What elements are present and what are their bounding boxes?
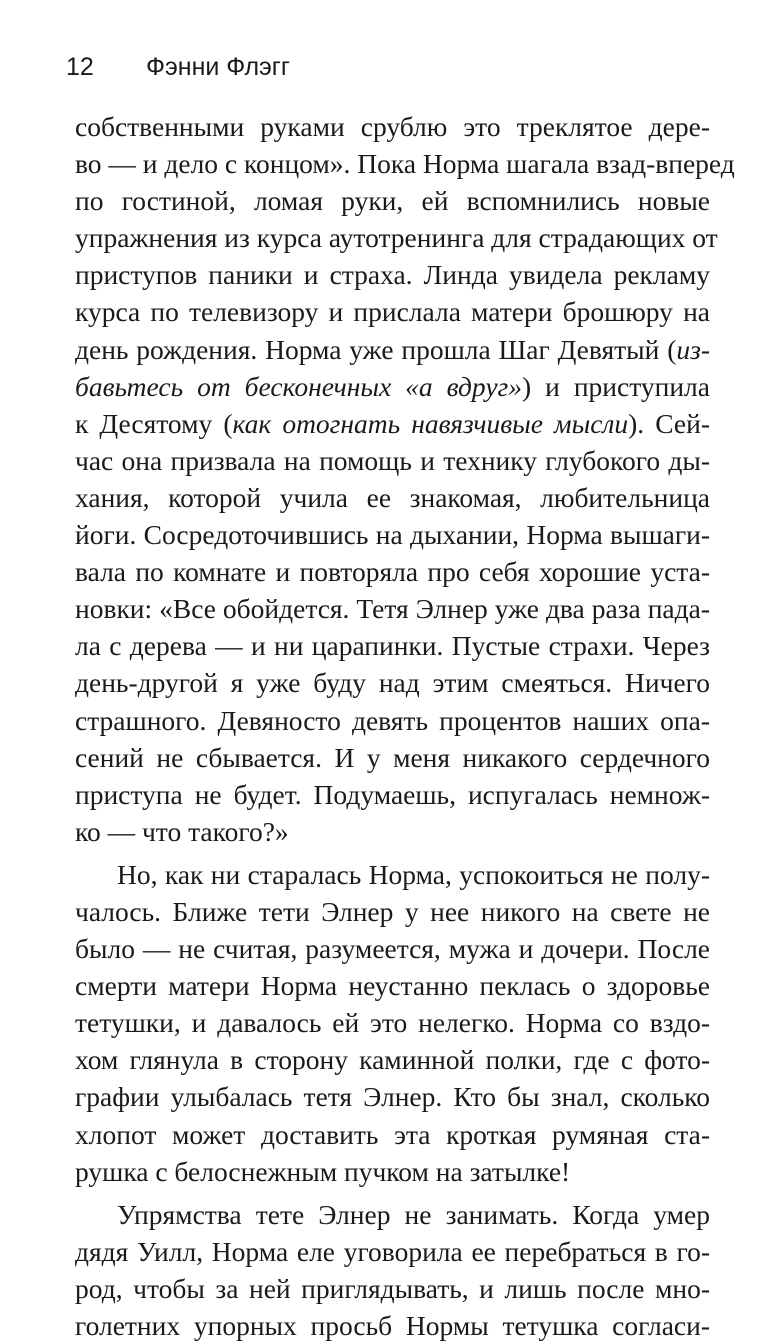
author-name: Фэнни Флэгг (146, 53, 291, 81)
text-line (75, 293, 710, 330)
running-head (66, 50, 290, 84)
text-line (75, 145, 735, 182)
text-run: хом глянула в сторону каминной полки, где с фото- (75, 1044, 710, 1076)
text-line (75, 1270, 710, 1307)
text-run: во — и дело с концом». Пока Норма шагала взад-вперед (75, 148, 735, 180)
text-line (75, 256, 710, 293)
text-line (75, 405, 710, 442)
text-run: к Десятому ( (75, 407, 233, 439)
text-run: курса по телевизору и прислала матери брошюру на (75, 296, 710, 328)
text-line (75, 1233, 710, 1270)
text-line (75, 930, 710, 967)
text-line (75, 182, 710, 219)
text-line (75, 479, 710, 516)
text-run: день-другой я уже буду над этим смеяться. Ничего (75, 667, 710, 699)
paragraph (75, 1196, 710, 1344)
text-line (75, 664, 710, 701)
text-run: ла с дерева — и ни царапинки. Пустые страхи. Через (75, 630, 710, 662)
text-line (75, 893, 710, 930)
paragraph (75, 856, 710, 1190)
text-run: тетушки, и давалось ей это нелегко. Норма со вздо- (75, 1007, 710, 1039)
text-line (75, 1196, 710, 1233)
text-run: упражнения из курса аутотренинга для страдающих от (75, 222, 718, 254)
text-run: ко — что такого?» (75, 815, 289, 847)
text-line (75, 1004, 710, 1041)
text-line (75, 1116, 710, 1153)
text-run: день рождения. Норма уже прошла Шаг Девятый ( (75, 333, 677, 365)
text-line (75, 219, 718, 256)
text-run: ). Сей- (628, 407, 710, 439)
text-run: голетних упорных просьб Нормы тетушка согласи- (75, 1310, 710, 1341)
text-run: приступов паники и страха. Линда увидела рекламу (75, 259, 710, 291)
text-run: род, чтобы за ней приглядывать, и лишь после мно- (75, 1272, 710, 1304)
text-run: ) и приступила (522, 370, 710, 402)
text-run: час она призвала на помощь и технику глубокого ды- (75, 444, 710, 476)
text-run: чалось. Ближе тети Элнер у нее никого на свете не (75, 895, 710, 927)
text-line (75, 856, 710, 893)
body-text (75, 108, 735, 1344)
text-run: по гостиной, ломая руки, ей вспомнились новые (75, 185, 710, 217)
text-line (75, 442, 710, 479)
text-line (75, 776, 710, 813)
italic-text: из- (676, 333, 710, 365)
text-line (75, 1041, 710, 1078)
text-run: смерти матери Норма неустанно пеклась о здоровье (75, 970, 710, 1002)
text-run: дядя Уилл, Норма еле уговорила ее перебраться в го- (75, 1235, 710, 1267)
text-run: графии улыбалась тетя Элнер. Кто бы знал, сколько (75, 1081, 710, 1113)
text-run: собственными руками срублю это треклятое дере- (75, 111, 710, 142)
text-line (75, 331, 710, 368)
text-run: Упрямства тете Элнер не занимать. Когда умер (117, 1198, 710, 1230)
text-run: Но, как ни старалась Норма, успокоиться не полу- (117, 858, 710, 890)
italic-text: как отогнать навязчивые мысли (232, 407, 629, 439)
page-number: 12 (66, 53, 94, 81)
text-run: новки: «Все обойдется. Тетя Элнер уже два раза пада- (75, 593, 710, 625)
text-run: рушка с белоснежным пучком на затылке! (75, 1155, 571, 1187)
text-line (75, 967, 710, 1004)
text-run: страшного. Девяносто девять процентов наших опа- (75, 704, 710, 736)
text-run: хлопот может доставить эта кроткая румяная ста- (75, 1118, 710, 1150)
text-line (75, 1307, 710, 1344)
text-line (75, 1078, 710, 1115)
text-line (75, 739, 710, 776)
text-run: приступа не будет. Подумаешь, испугалась немнож- (75, 778, 710, 810)
text-line (75, 1153, 710, 1190)
text-line (75, 368, 710, 405)
italic-text: бавьтесь от бесконечных «а вдруг» (75, 370, 523, 402)
text-run: хания, которой учила ее знакомая, любительница (75, 481, 710, 513)
text-line (75, 702, 710, 739)
text-line (75, 813, 710, 850)
text-line (75, 108, 710, 145)
text-run: было — не считая, разумеется, мужа и дочери. После (75, 933, 710, 965)
text-run: вала по комнате и повторяла про себя хорошие уста- (75, 556, 710, 588)
text-line (75, 553, 710, 590)
text-run: сений не сбывается. И у меня никакого сердечного (75, 741, 710, 773)
text-line (75, 590, 710, 627)
paragraph (75, 108, 735, 850)
text-line (75, 516, 710, 553)
text-run: йоги. Сосредоточившись на дыхании, Норма вышаги- (75, 519, 710, 551)
text-line (75, 627, 710, 664)
